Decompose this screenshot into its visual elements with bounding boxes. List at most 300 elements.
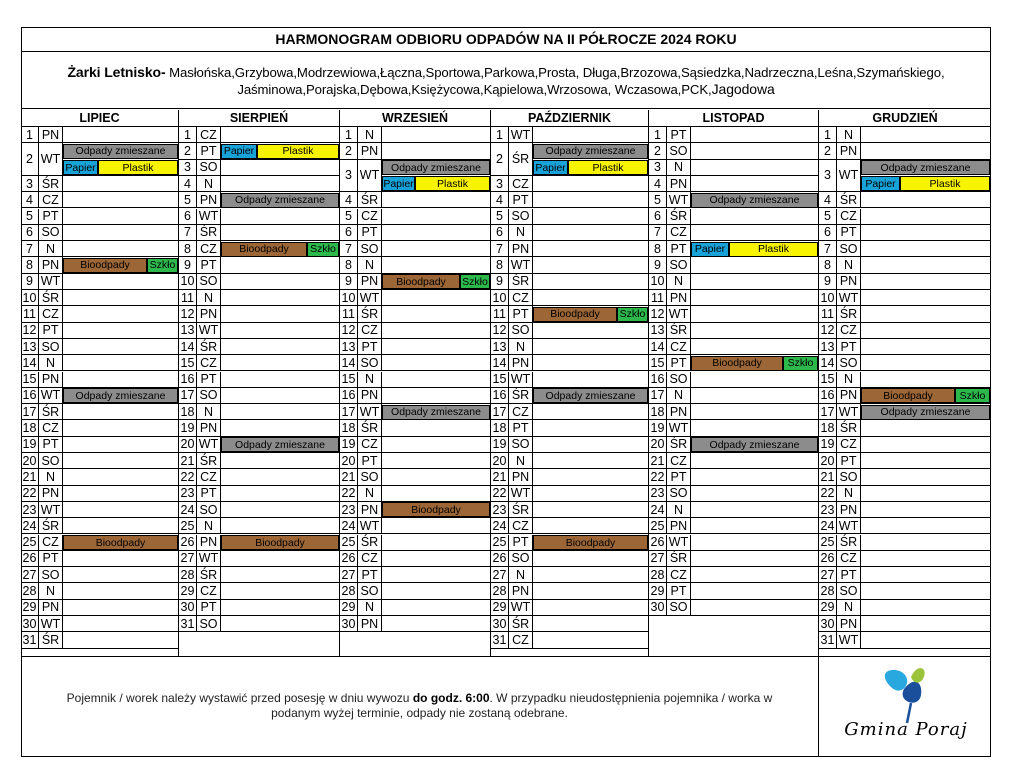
event-cell [63,290,178,305]
event-cell [382,420,490,435]
day-row [340,486,490,502]
month-header: WRZESIEŃ [340,110,490,127]
weekday: N [39,469,63,484]
day-row [819,453,991,469]
day-number: 26 [340,551,358,566]
day-number: 18 [340,420,358,435]
event-cell [533,404,648,419]
day-number: 22 [491,486,509,501]
day-number: 11 [179,290,197,305]
event-cell [861,290,991,305]
glass-badge: Szkło [460,274,490,289]
day-number: 30 [340,616,358,631]
event-cell [63,323,178,338]
event-cell [63,274,178,289]
day-number: 10 [21,290,39,305]
day-row [340,127,490,143]
day-number: 25 [819,535,837,550]
day-row [21,339,178,355]
event-cell [691,290,818,305]
day-row [340,600,490,616]
day-row [649,339,818,355]
event-cell [861,355,991,370]
town-name: Żarki Letnisko- [67,64,166,80]
event-cell [533,518,648,533]
paper-badge: Papier [383,177,414,190]
day-number: 12 [179,306,197,321]
weekday: PT [197,257,221,272]
day-row [340,535,490,551]
weekday: WT [509,127,533,142]
weekday: WT [39,274,63,289]
day-row [819,535,991,551]
day-row [491,241,648,257]
day-row [340,583,490,599]
day-number: 9 [649,257,667,272]
weekday: N [837,486,861,501]
weekday: PN [837,616,861,631]
day-row [21,209,178,225]
day-row [491,567,648,583]
event-cell [63,616,178,631]
day-row [649,143,818,159]
day-number: 8 [491,257,509,272]
weekday: N [358,372,382,387]
weekday: PT [667,469,691,484]
mixed-waste-badge: Odpady zmieszane [63,388,178,403]
day-number: 14 [21,355,39,370]
day-number: 30 [179,600,197,615]
day-number: 19 [21,437,39,452]
day-row [649,274,818,290]
weekday: PN [39,600,63,615]
event-cell [382,192,490,207]
event-cell [221,274,339,289]
weekday: N [39,355,63,370]
plastic-badge: Plastik [729,242,818,257]
weekday: WT [837,518,861,533]
day-number: 28 [491,583,509,598]
footer-text-1: Pojemnik / worek należy wystawić przed posesję w dniu wywozu [66,691,413,705]
day-row [649,535,818,551]
day-row [179,160,339,176]
day-row [179,323,339,339]
day-number: 30 [21,616,39,631]
day-number: 25 [21,535,39,550]
event-cell [382,225,490,240]
paper-badge: Papier [63,160,98,175]
day-row [21,551,178,567]
event-cell [382,306,490,321]
weekday: SO [667,257,691,272]
event-cell [221,209,339,224]
bio-waste-badge: Bioodpady [533,307,617,322]
day-number: 28 [819,583,837,598]
weekday: WT [358,518,382,533]
event-cell [382,372,490,387]
day-number: 5 [819,209,837,224]
weekday: ŚR [39,290,63,305]
month-header: GRUDZIEŃ [819,110,991,127]
glass-badge: Szkło [307,242,339,257]
paper-badge: Papier [691,242,729,257]
event-cell [382,290,490,305]
weekday: WT [358,404,382,419]
day-row [21,176,178,192]
day-row [491,437,648,453]
day-row [649,306,818,322]
logo-area [819,656,991,757]
day-number: 2 [179,143,197,158]
weekday: PT [837,453,861,468]
day-row [491,355,648,371]
weekday: PN [358,388,382,403]
day-number: 20 [649,437,667,452]
day-number: 18 [491,420,509,435]
bio-waste-badge: Bioodpady [861,388,955,403]
day-number: 21 [340,469,358,484]
day-row [340,306,490,322]
event-cell [533,339,648,354]
day-row [179,502,339,518]
plastic-badge: Plastik [98,160,178,175]
weekday: CZ [197,583,221,598]
day-number: 26 [21,551,39,566]
day-number: 11 [21,306,39,321]
day-row [179,583,339,599]
day-number: 18 [179,404,197,419]
day-number: 17 [819,404,837,419]
plastic-badge: Plastik [900,176,990,191]
event-cell [63,176,178,191]
bio-waste-badge: Bioodpady [63,258,147,273]
day-row [819,192,991,208]
day-row [491,372,648,388]
event-cell [63,306,178,321]
day-row [819,306,991,322]
weekday: PT [667,241,691,256]
event-cell [221,420,339,435]
bio-waste-badge: Bioodpady [221,535,339,550]
day-number: 18 [21,420,39,435]
weekday: PT [197,600,221,615]
day-number: 17 [649,388,667,403]
weekday: ŚR [39,518,63,533]
day-row [340,355,490,371]
event-cell [221,355,339,370]
weekday: PT [667,127,691,142]
day-row [179,257,339,273]
day-number: 21 [819,469,837,484]
weekday: PT [509,535,533,550]
day-row [819,372,991,388]
weekday: PN [358,274,382,289]
footer-note [21,656,819,757]
weekday: CZ [39,306,63,321]
day-row [179,616,339,632]
event-cell [382,518,490,533]
event-cell [533,437,648,452]
weekday: PN [39,486,63,501]
weekday: CZ [358,551,382,566]
day-number: 30 [649,600,667,615]
event-cell [382,551,490,566]
event-cell [691,567,818,582]
weekday: CZ [197,241,221,256]
weekday: CZ [39,192,63,207]
day-number: 6 [649,209,667,224]
day-number: 27 [21,567,39,582]
event-cell [221,551,339,566]
day-number: 24 [491,518,509,533]
day-number: 22 [819,486,837,501]
event-cell [861,567,991,582]
day-number: 30 [491,616,509,631]
weekday: SO [39,339,63,354]
event-cell [533,420,648,435]
event-cell [63,404,178,419]
event-cell [691,502,818,517]
day-row [340,420,490,436]
day-row [179,567,339,583]
weekday: SO [509,209,533,224]
mixed-waste-badge: Odpady zmieszane [691,193,818,208]
event-cell [691,274,818,289]
month-header: LISTOPAD [649,110,818,127]
weekday: ŚR [39,632,63,647]
day-number: 27 [179,551,197,566]
weekday: WT [509,600,533,615]
weekday: PT [667,583,691,598]
month-column [649,110,819,656]
weekday: CZ [509,404,533,419]
event-cell [382,241,490,256]
day-row [491,469,648,485]
event-cell [533,453,648,468]
day-row [649,323,818,339]
day-number: 22 [21,486,39,501]
weekday: SO [837,469,861,484]
event-cell [861,339,991,354]
day-number: 20 [340,453,358,468]
event-cell [533,583,648,598]
event-cell [533,600,648,615]
day-row [491,420,648,436]
day-number: 1 [21,127,39,142]
day-row [819,143,991,159]
streets-line-1: Masłońska,Grzybowa,Modrzewiowa,Łączna,Sportowa,Parkowa,Prosta, Długa,Brzozowa,Sąsiedzka,Nadrzeczna,Leśna,Szymańskiego, [165,65,945,80]
day-number: 3 [649,160,667,175]
day-number: 5 [179,192,197,207]
event-cell [63,600,178,615]
day-row [340,241,490,257]
event-cell [63,372,178,387]
event-cell [691,388,818,403]
event-cell [861,616,991,631]
day-number: 18 [649,404,667,419]
bio-waste-badge: Bioodpady [382,502,490,517]
day-number: 25 [649,518,667,533]
weekday: ŚR [509,274,533,289]
day-number: 12 [21,323,39,338]
event-cell [63,518,178,533]
weekday: N [197,176,221,191]
day-number: 14 [179,339,197,354]
event-cell [382,257,490,272]
day-number: 3 [491,176,509,191]
day-number: 15 [21,372,39,387]
event-cell [221,469,339,484]
day-row [649,600,818,616]
day-number: 13 [340,339,358,354]
day-row [819,225,991,241]
event-cell [221,372,339,387]
day-row [819,241,991,257]
weekday: WT [39,616,63,631]
day-number: 6 [179,209,197,224]
weekday: PN [667,518,691,533]
event-cell [221,502,339,517]
weekday: CZ [39,535,63,550]
month-column [819,110,991,656]
day-row [340,388,490,404]
day-number: 15 [649,355,667,370]
weekday: CZ [667,567,691,582]
day-number: 10 [491,290,509,305]
day-number: 15 [491,372,509,387]
day-row [340,192,490,208]
day-number: 1 [649,127,667,142]
day-row [179,518,339,534]
weekday: WT [358,160,382,192]
logo-leaf-blue [885,670,907,691]
glass-badge: Szkło [955,388,990,403]
event-cell [63,420,178,435]
weekday: CZ [837,209,861,224]
weekday: PT [509,192,533,207]
day-row [649,469,818,485]
weekday: PT [358,339,382,354]
day-row [491,209,648,225]
event-cell [861,306,991,321]
weekday: PN [837,143,861,158]
day-number: 1 [340,127,358,142]
weekday: CZ [358,437,382,452]
event-cell [861,209,991,224]
weekday: SO [358,583,382,598]
day-number: 22 [340,486,358,501]
bio-waste-badge: Bioodpady [382,274,460,289]
day-number: 9 [340,274,358,289]
day-row [649,176,818,192]
mixed-waste-badge: Odpady zmieszane [63,144,178,159]
mixed-waste-badge: Odpady zmieszane [861,160,990,175]
event-cell [861,274,991,289]
event-cell [63,355,178,370]
day-row [491,600,648,616]
event-cell [382,209,490,224]
day-row [491,486,648,502]
street-list [21,52,991,109]
weekday: WT [837,290,861,305]
day-number: 24 [819,518,837,533]
event-cell [63,127,178,142]
day-number: 7 [819,241,837,256]
day-number: 31 [21,632,39,647]
weekday: CZ [197,355,221,370]
day-number: 4 [819,192,837,207]
weekday: SO [197,616,221,631]
weekday: PN [509,355,533,370]
day-number: 8 [340,257,358,272]
day-number: 14 [819,355,837,370]
day-number: 17 [21,404,39,419]
paper-badge: Papier [221,144,257,159]
day-number: 7 [649,225,667,240]
day-number: 21 [179,453,197,468]
mixed-waste-badge: Odpady zmieszane [382,405,490,420]
event-cell [533,632,648,647]
weekday: SO [509,551,533,566]
weekday: ŚR [197,453,221,468]
day-number: 29 [649,583,667,598]
day-row [491,290,648,306]
event-cell [382,127,490,142]
day-number: 24 [340,518,358,533]
day-row [179,225,339,241]
event-cell [382,437,490,452]
day-row [491,551,648,567]
day-number: 21 [649,453,667,468]
day-row [340,257,490,273]
day-number: 13 [649,323,667,338]
day-number: 16 [649,372,667,387]
weekday: WT [667,420,691,435]
weekday: SO [39,225,63,240]
day-row [491,339,648,355]
weekday: PN [837,502,861,517]
weekday: WT [39,388,63,403]
day-number: 11 [340,306,358,321]
event-cell [533,372,648,387]
weekday: PT [39,437,63,452]
page-title: HARMONOGRAM ODBIORU ODPADÓW NA II PÓŁROCZE 2024 ROKU [21,27,991,52]
day-row [21,437,178,453]
weekday: SO [197,388,221,403]
day-number: 3 [819,160,837,192]
event-cell [861,437,991,452]
day-row [649,404,818,420]
weekday: PN [358,143,382,158]
day-number: 29 [340,600,358,615]
day-number: 9 [21,274,39,289]
bio-waste-badge: Bioodpady [63,535,178,550]
day-row [491,225,648,241]
event-cell [861,192,991,207]
event-cell [691,323,818,338]
weekday: PN [509,583,533,598]
day-row [819,600,991,616]
day-row [491,192,648,208]
event-cell [382,355,490,370]
event-cell [861,600,991,615]
weekday: WT [837,160,861,192]
day-number: 27 [819,567,837,582]
day-row [179,600,339,616]
day-number: 20 [819,453,837,468]
weekday: SO [39,453,63,468]
day-number: 10 [340,290,358,305]
